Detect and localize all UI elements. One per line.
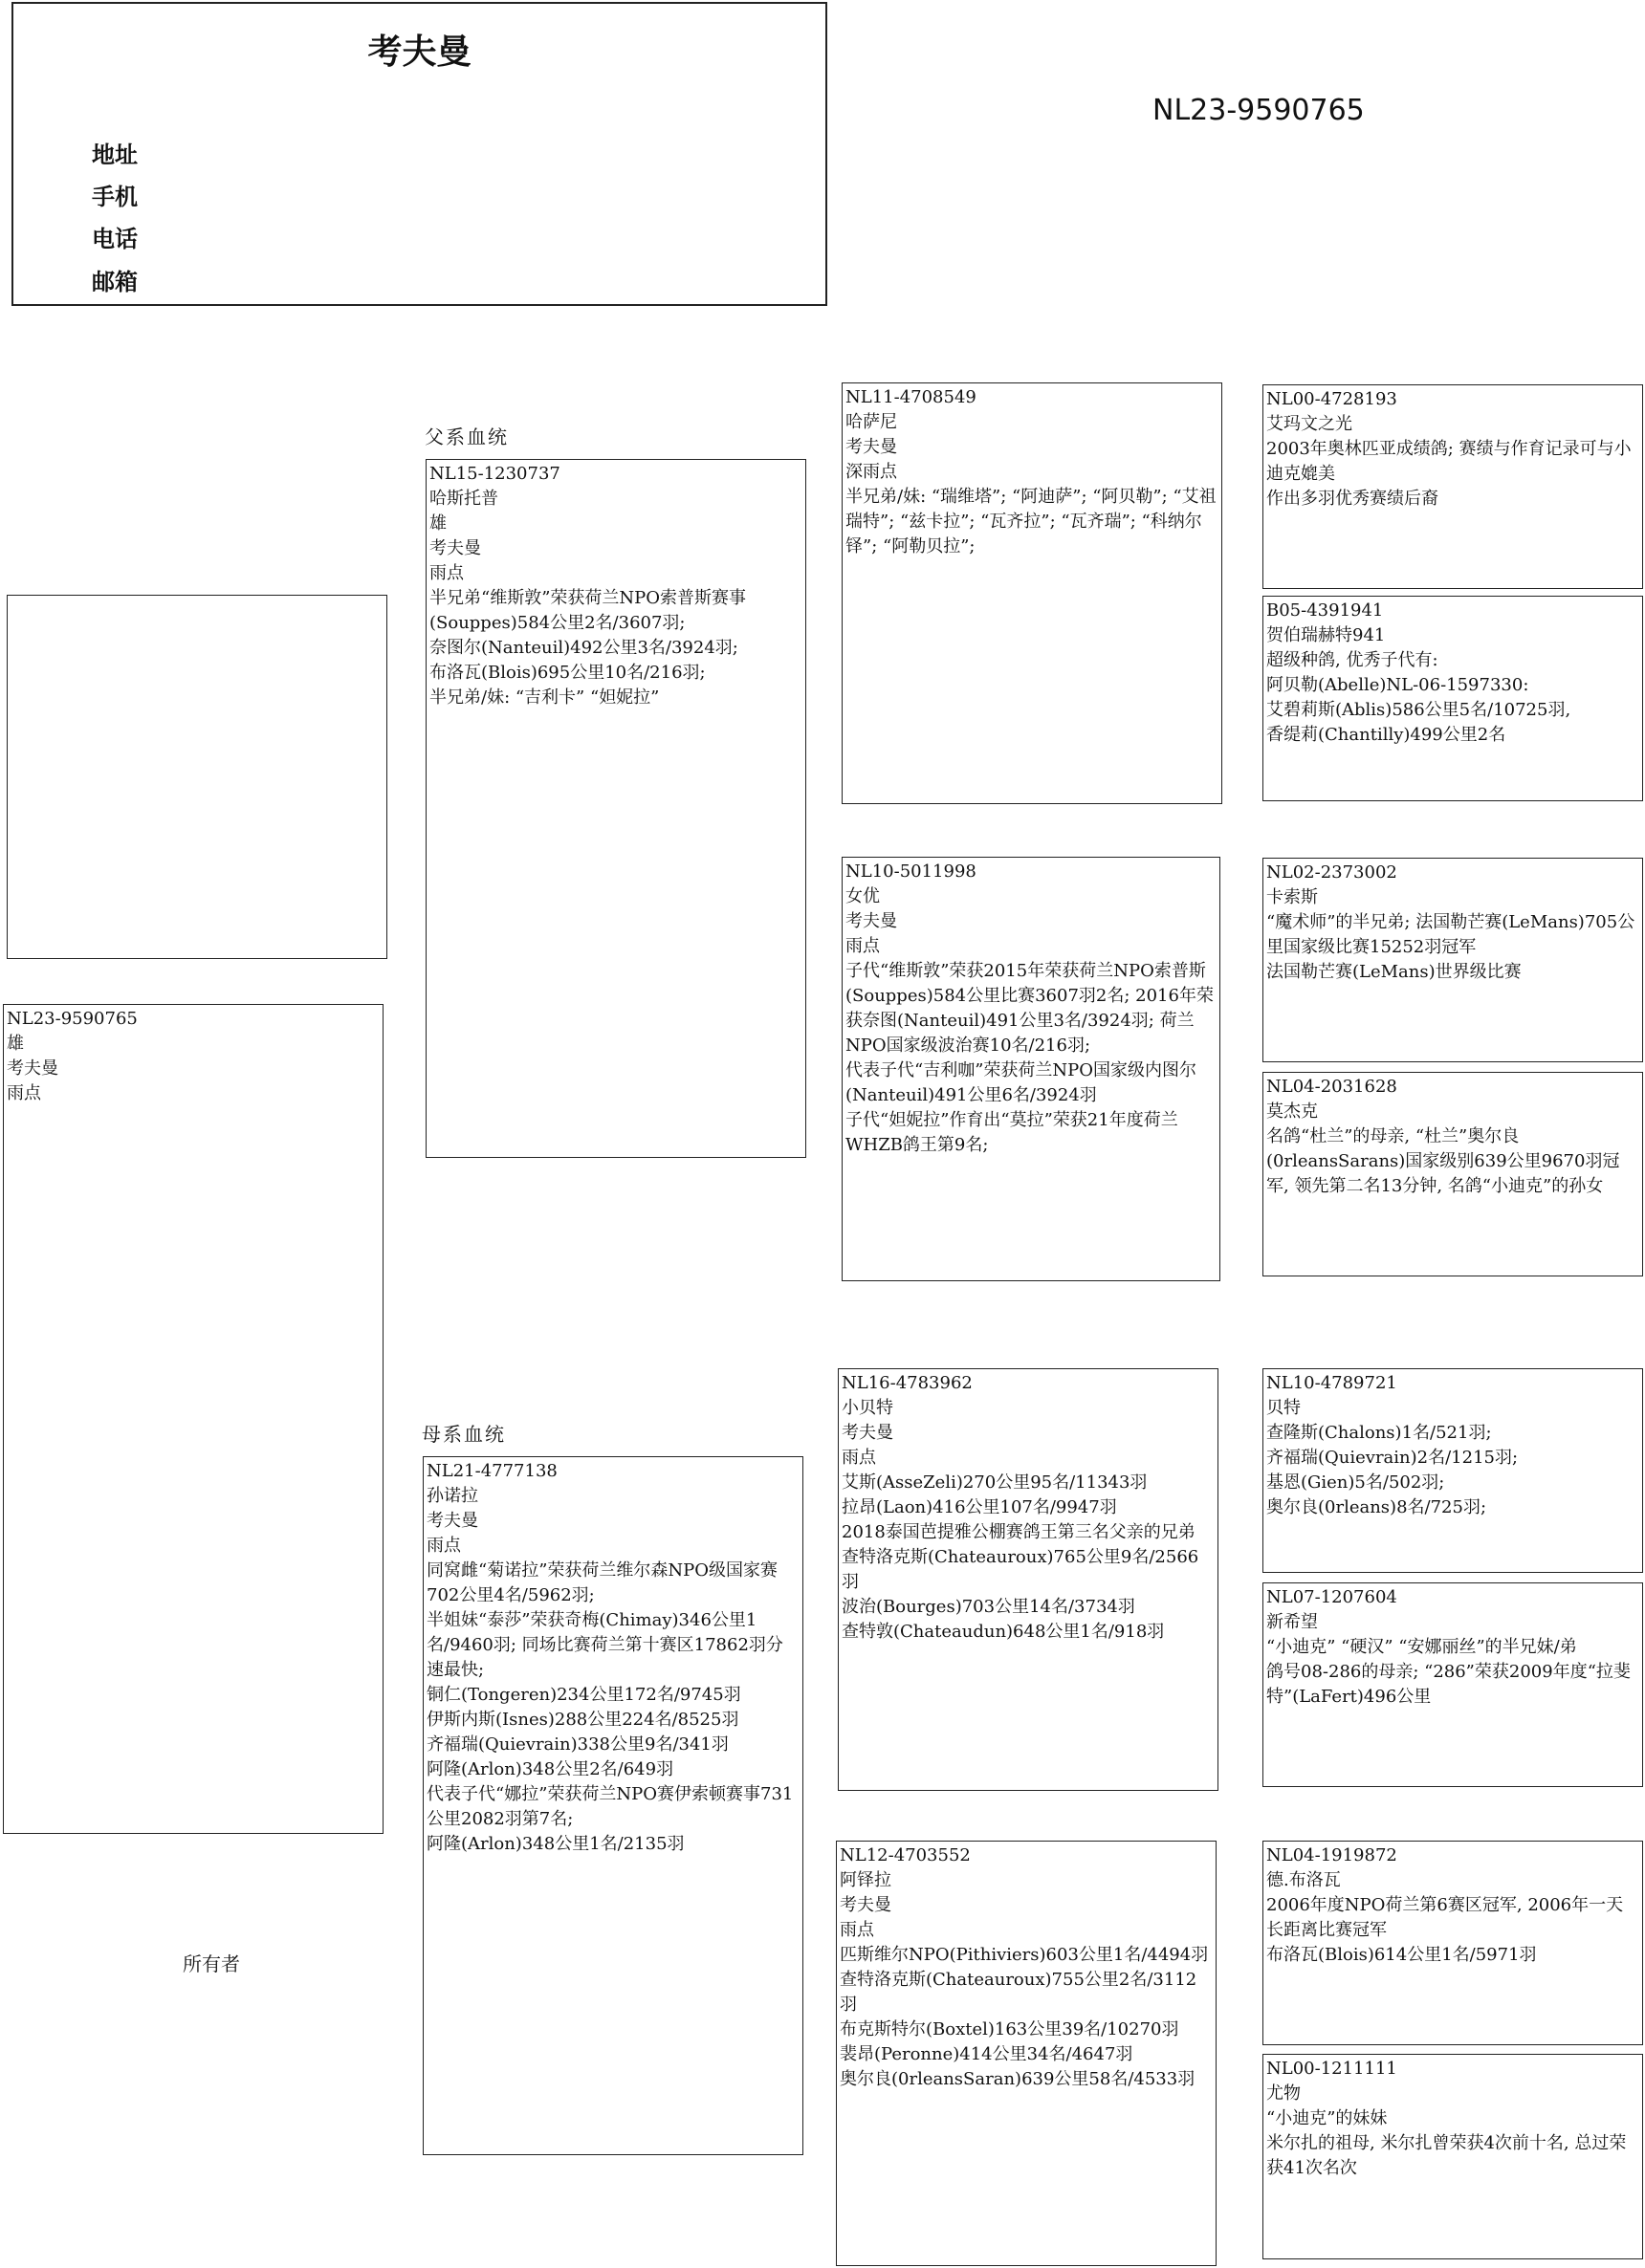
dam-line: 同窝雌“菊诺拉”荣获荷兰维尔森NPO级国家赛702公里4名/5962羽; — [427, 1560, 779, 1605]
sd-dam-line: NL04-2031628 — [1266, 1077, 1397, 1097]
dam-line: 铜仁(Tongeren)234公里172名/9745羽 — [427, 1685, 741, 1705]
sire-card — [426, 459, 806, 1158]
dam-sire-line: 考夫曼 — [842, 1423, 893, 1443]
sd-sire-line: NL02-2373002 — [1266, 862, 1397, 883]
ss-sire-line: NL00-4728193 — [1266, 389, 1397, 409]
ds-sire-line: 查隆斯(Chalons)1名/521羽; — [1266, 1423, 1492, 1443]
dam-sire-line: 查特敦(Chateaudun)648公里1名/918羽 — [842, 1622, 1165, 1642]
dd-dam-line: “小迪克”的妹妹 — [1266, 2108, 1388, 2128]
sd-sire-line: “魔术师”的半兄弟; 法国勒芒赛(LeMans)705公里国家级比赛15252羽冠军 — [1266, 912, 1635, 957]
dam-sire-line: 波治(Bourges)703公里14名/3734羽 — [842, 1597, 1135, 1617]
ss-sire-card — [1262, 384, 1643, 589]
sd-dam-line: 名鸽“杜兰”的母亲, “杜兰”奥尔良(0rleansSarans)国家级别639公里9670羽冠军, 领先第二名13分钟, 名鸽“小迪克”的孙女 — [1266, 1126, 1620, 1196]
ds-dam-line: “小迪克” “硬汉” “安娜丽丝”的半兄妹/弟 — [1266, 1637, 1577, 1657]
sire-line: 考夫曼 — [429, 538, 481, 558]
dam-sire-line: NL16-4783962 — [842, 1373, 973, 1393]
dam-line: 齐福瑞(Quievrain)338公里9名/341羽 — [427, 1734, 729, 1755]
dam-sire-line: 拉昂(Laon)416公里107名/9947羽 — [842, 1497, 1117, 1517]
sire-dam-line: 子代“妲妮拉”作育出“莫拉”荣获21年度荷兰WHZB鸽王第9名; — [845, 1110, 1178, 1155]
dam-line: NL21-4777138 — [427, 1461, 558, 1481]
dam-line: 阿隆(Arlon)348公里1名/2135羽 — [427, 1834, 685, 1854]
sire-sire-line: 考夫曼 — [845, 437, 897, 457]
ds-sire-line: 齐福瑞(Quievrain)2名/1215羽; — [1266, 1448, 1519, 1468]
sire-dam-line: 雨点 — [845, 936, 880, 956]
sire-sire-line: 哈萨尼 — [845, 412, 897, 432]
dd-sire-line: 2006年度NPO荷兰第6赛区冠军, 2006年一天长距离比赛冠军 — [1266, 1895, 1624, 1940]
sire-sire-line: 半兄弟/妹: “瑞维塔”; “阿迪萨”; “阿贝勒”; “艾祖瑞特”; “兹卡拉”; “瓦齐拉”; “瓦齐瑞”; “科纳尔铎”; “阿勒贝拉”; — [845, 487, 1217, 556]
dam-dam-line: NL12-4703552 — [840, 1845, 971, 1865]
dam-line: 考夫曼 — [427, 1511, 478, 1531]
sire-dam-card — [842, 857, 1220, 1281]
dd-sire-line: 德.布洛瓦 — [1266, 1870, 1341, 1890]
ss-dam-line: 超级种鸽, 优秀子代有: — [1266, 650, 1438, 670]
sire-line: 半兄弟/妹: “吉利卡” “妲妮拉” — [429, 687, 660, 708]
dd-sire-line: 布洛瓦(Blois)614公里1名/5971羽 — [1266, 1945, 1537, 1965]
subject-color: 雨点 — [7, 1083, 41, 1103]
sire-line: 布洛瓦(Blois)695公里10名/216羽; — [429, 663, 706, 683]
dam-dam-line: 查特洛克斯(Chateauroux)755公里2名/3112羽 — [840, 1970, 1197, 2015]
dam-sire-line: 查特洛克斯(Chateauroux)765公里9名/2566羽 — [842, 1547, 1199, 1592]
sd-sire-line: 法国勒芒赛(LeMans)世界级比赛 — [1266, 962, 1522, 982]
contact-label-address: 地址 — [92, 142, 138, 168]
dam-dam-line: 匹斯维尔NPO(Pithiviers)603公里1名/4494羽 — [840, 1945, 1209, 1965]
sire-line-label: 父系血统 — [425, 425, 509, 448]
sd-sire-card — [1262, 858, 1643, 1062]
ds-dam-card — [1262, 1582, 1643, 1787]
dam-line: 孙诺拉 — [427, 1486, 478, 1506]
sire-sire-card — [842, 382, 1222, 804]
dam-sire-line: 雨点 — [842, 1448, 876, 1468]
dd-dam-line: 米尔扎的祖母, 米尔扎曾荣获4次前十名, 总过荣获41次名次 — [1266, 2133, 1627, 2178]
ds-sire-line: 基恩(Gien)5名/502羽; — [1266, 1472, 1445, 1493]
subject-breeder: 考夫曼 — [7, 1058, 58, 1079]
dd-sire-card — [1262, 1841, 1643, 2045]
header-card — [11, 2, 827, 306]
contact-label-email: 邮箱 — [92, 269, 138, 295]
sire-dam-line: 女优 — [845, 886, 880, 906]
owner-name: 考夫曼 — [367, 33, 472, 72]
sire-sire-line: 深雨点 — [845, 462, 897, 482]
dam-dam-line: 奥尔良(0rleansSaran)639公里58名/4533羽 — [840, 2069, 1195, 2089]
contact-label-mobile: 手机 — [92, 184, 138, 210]
dam-card — [423, 1456, 803, 2155]
dam-line: 伊斯内斯(Isnes)288公里224名/8525羽 — [427, 1710, 739, 1730]
sd-dam-line: 莫杰克 — [1266, 1101, 1318, 1122]
dam-dam-line: 阿铎拉 — [840, 1870, 891, 1890]
dam-line: 阿隆(Arlon)348公里2名/649羽 — [427, 1759, 674, 1779]
ds-dam-line: 鸽号08-286的母亲; “286”荣获2009年度“拉斐特”(LaFert)496公里 — [1266, 1662, 1631, 1707]
sd-dam-card — [1262, 1072, 1643, 1276]
contact-label-phone: 电话 — [92, 226, 138, 252]
sd-sire-line: 卡索斯 — [1266, 887, 1318, 907]
pigeon-photo-frame — [7, 595, 387, 959]
subject-sex: 雄 — [7, 1034, 24, 1054]
sire-sire-line: NL11-4708549 — [845, 387, 976, 407]
dam-sire-line: 小贝特 — [842, 1398, 893, 1418]
sire-line: 雨点 — [429, 563, 464, 583]
ss-dam-line: 香缇莉(Chantilly)499公里2名 — [1266, 725, 1506, 745]
ss-dam-line: 艾碧莉斯(Ablis)586公里5名/10725羽, — [1266, 700, 1571, 720]
dam-line: 代表子代“娜拉”荣获荷兰NPO赛伊索顿赛事731公里2082羽第7名; — [427, 1784, 794, 1829]
ss-sire-line: 2003年奥林匹亚成绩鸽; 赛绩与作育记录可与小迪克媲美 — [1266, 439, 1632, 484]
ring-number: NL23-9590765 — [1152, 94, 1365, 127]
dd-sire-line: NL04-1919872 — [1266, 1845, 1397, 1865]
dam-dam-line: 布克斯特尔(Boxtel)163公里39名/10270羽 — [840, 2019, 1179, 2039]
sire-line: 雄 — [429, 513, 447, 534]
ss-dam-line: 阿贝勒(Abelle)NL-06-1597330: — [1266, 675, 1529, 695]
sire-dam-line: NL10-5011998 — [845, 861, 976, 882]
dam-line-label: 母系血统 — [422, 1423, 506, 1446]
dd-dam-line: NL00-1211111 — [1266, 2059, 1397, 2079]
sire-dam-line: 代表子代“吉利咖”荣获荷兰NPO国家级内图尔(Nanteuil)491公里6名/3924羽 — [845, 1060, 1197, 1105]
ss-sire-line: 艾玛文之光 — [1266, 414, 1352, 434]
dam-sire-card — [838, 1368, 1218, 1791]
ds-sire-line: 贝特 — [1266, 1398, 1301, 1418]
ds-sire-line: NL10-4789721 — [1266, 1373, 1397, 1393]
dam-dam-card — [836, 1841, 1217, 2266]
dam-dam-line: 雨点 — [840, 1920, 874, 1940]
ss-dam-card — [1262, 596, 1643, 801]
subject-card — [3, 1004, 384, 1834]
ds-sire-card — [1262, 1368, 1643, 1573]
sire-dam-line: 子代“维斯敦”荣获2015年荣获荷兰NPO索普斯(Souppes)584公里比赛3607羽2名; 2016年荣获奈图(Nanteuil)491公里3名/3924羽; 荷兰NPO国家级波治赛10名/216羽; — [845, 961, 1214, 1056]
ss-sire-line: 作出多羽优秀赛绩后裔 — [1266, 489, 1438, 509]
dam-line: 半姐妹“泰莎”荣获奇梅(Chimay)346公里1名/9460羽; 同场比赛荷兰第十赛区17862羽分速最快; — [427, 1610, 783, 1680]
sire-line: 哈斯托普 — [429, 489, 498, 509]
ss-dam-line: 贺伯瑞赫特941 — [1266, 625, 1386, 645]
sire-dam-line: 考夫曼 — [845, 911, 897, 931]
dd-dam-card — [1262, 2054, 1643, 2259]
ds-dam-line: 新希望 — [1266, 1612, 1318, 1632]
ds-sire-line: 奥尔良(0rleans)8名/725羽; — [1266, 1497, 1487, 1517]
subject-ring: NL23-9590765 — [7, 1009, 138, 1029]
dam-dam-line: 裴昂(Peronne)414公里34名/4647羽 — [840, 2044, 1133, 2064]
dam-sire-line: 2018泰国芭提雅公棚赛鸽王第三名父亲的兄弟 — [842, 1522, 1195, 1542]
sire-line: 半兄弟“维斯敦”荣获荷兰NPO索普斯赛事(Souppes)584公里2名/3607羽; — [429, 588, 747, 633]
dam-line: 雨点 — [427, 1536, 461, 1556]
ss-dam-line: B05-4391941 — [1266, 600, 1384, 621]
sire-line: NL15-1230737 — [429, 464, 560, 484]
sire-line: 奈图尔(Nanteuil)492公里3名/3924羽; — [429, 638, 738, 658]
dd-dam-line: 尤物 — [1266, 2083, 1301, 2104]
dam-sire-line: 艾斯(AsseZeli)270公里95名/11343羽 — [842, 1472, 1148, 1493]
dam-dam-line: 考夫曼 — [840, 1895, 891, 1915]
owner-label: 所有者 — [183, 1952, 240, 1975]
ds-dam-line: NL07-1207604 — [1266, 1587, 1397, 1607]
